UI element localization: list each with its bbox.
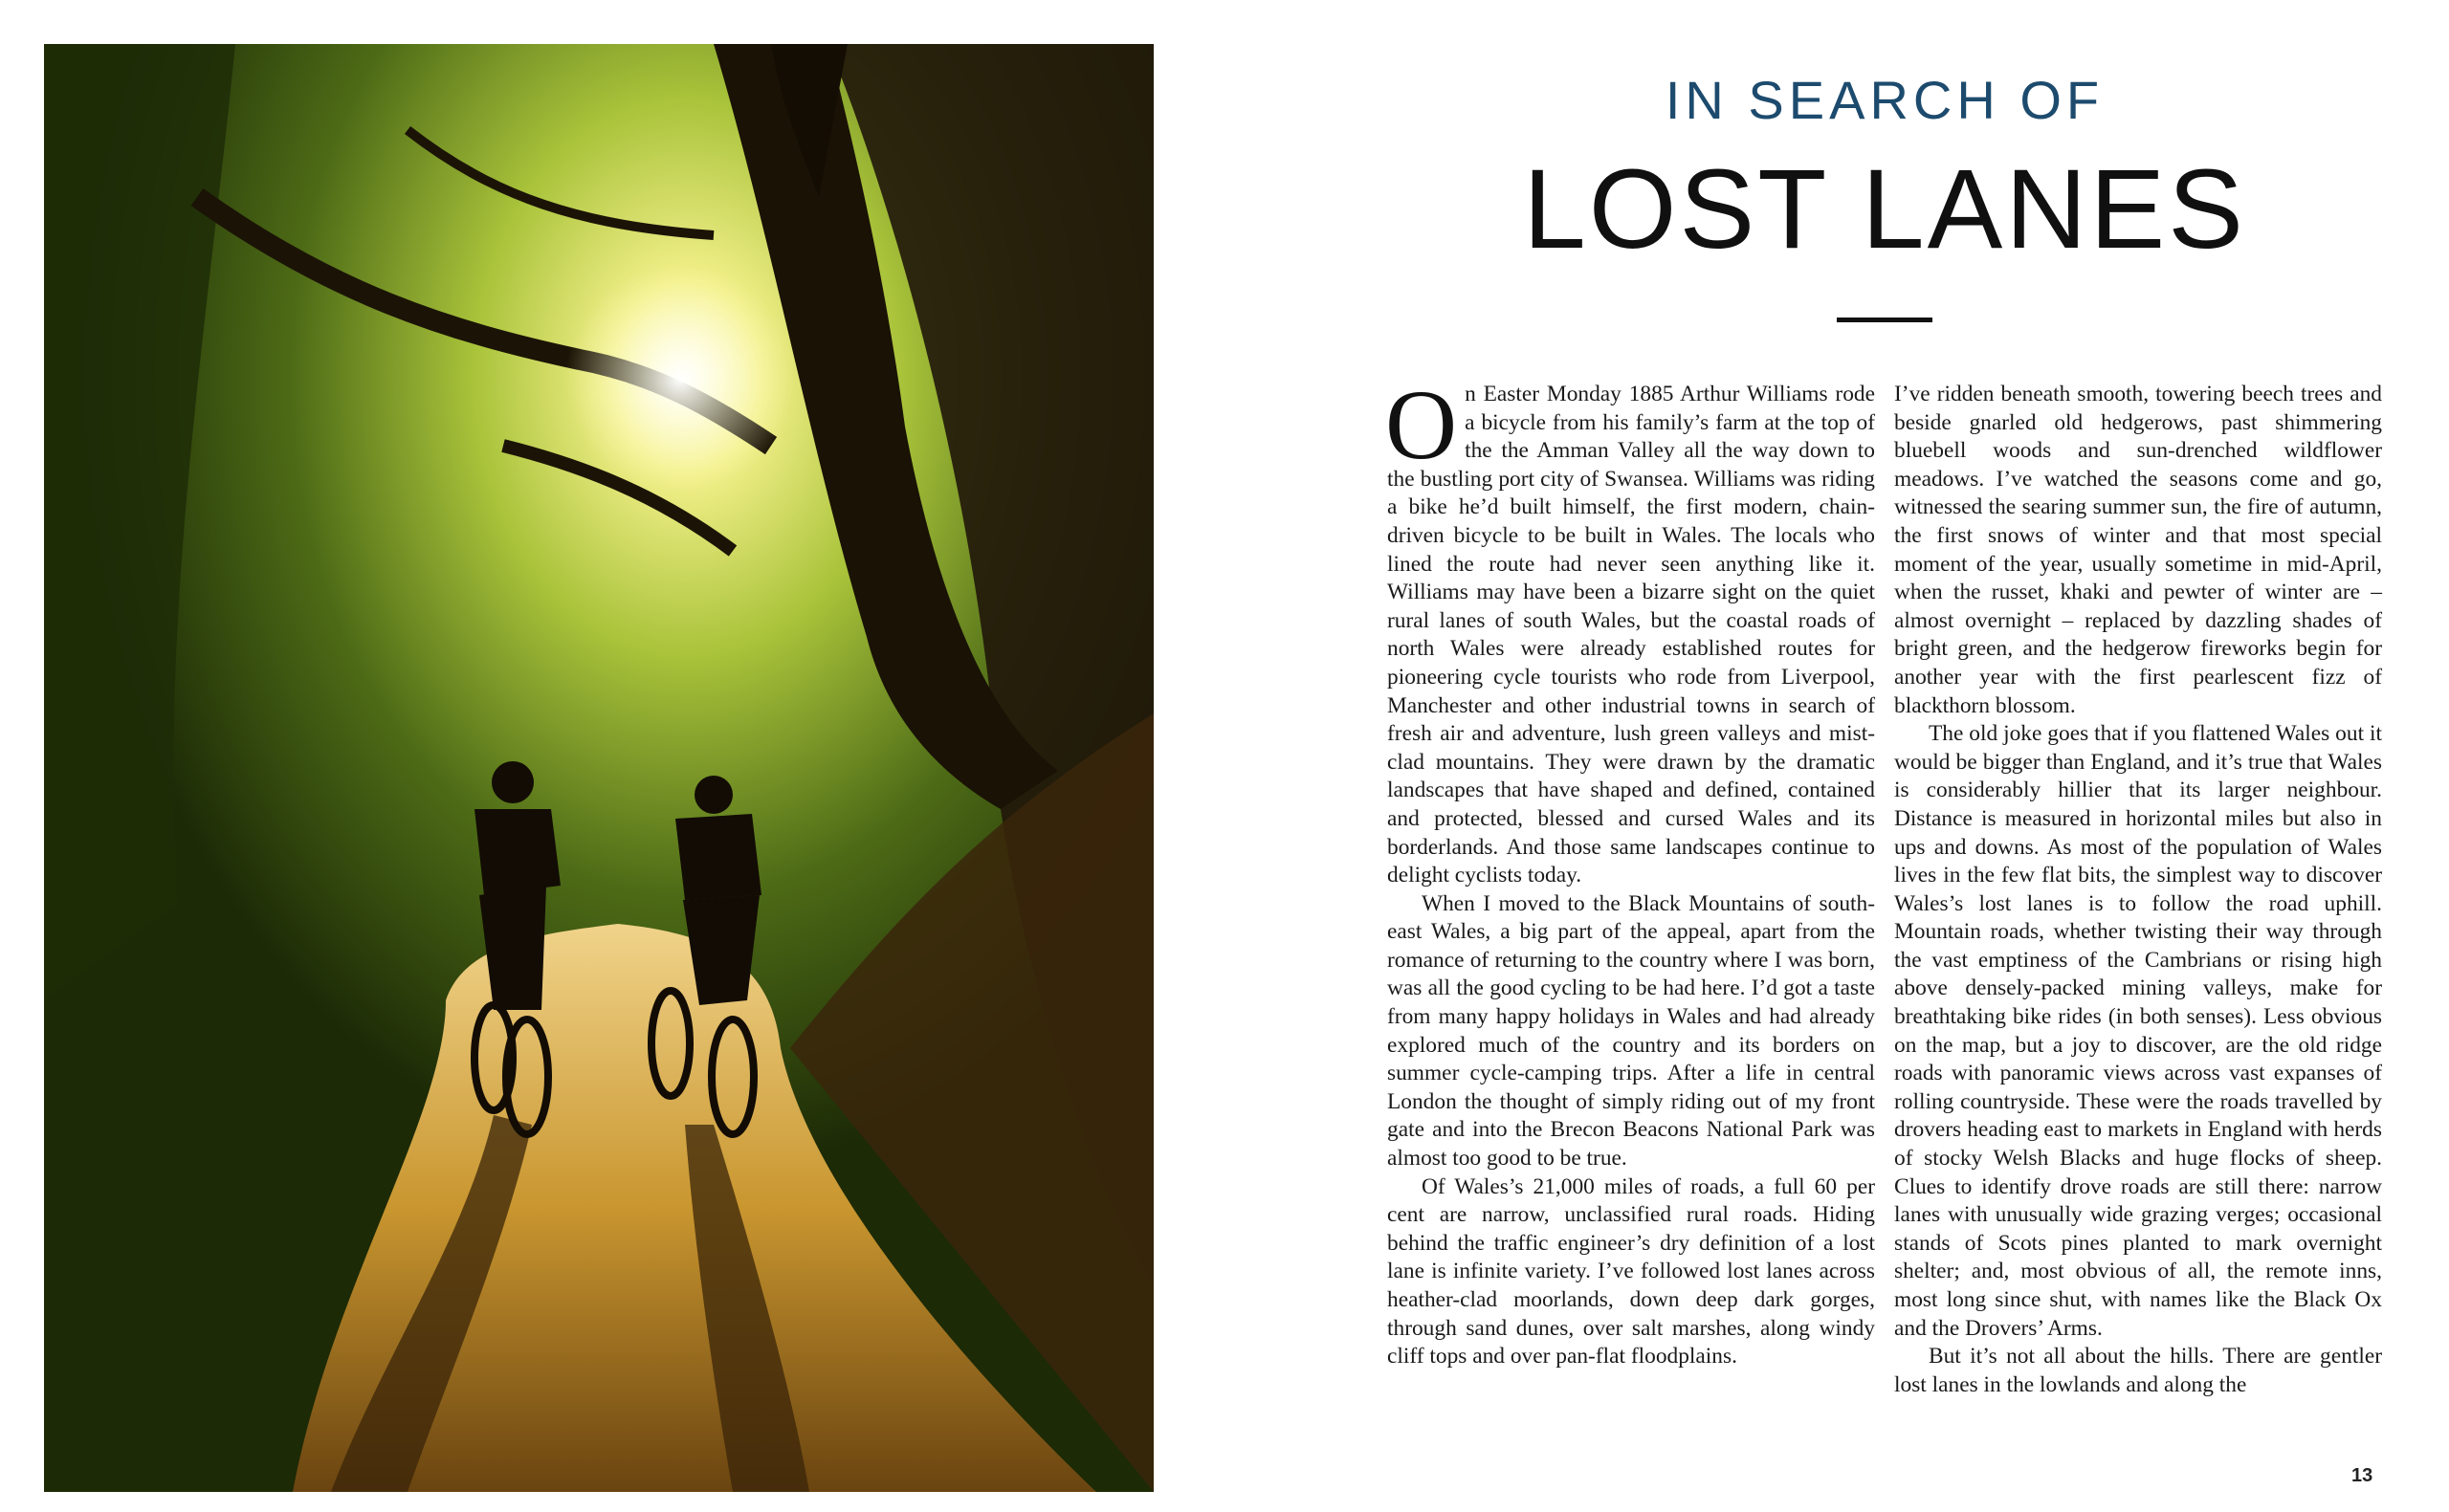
article-paragraph-2: When I moved to the Black Mountains of south-east Wales, a big part of the appeal, apart from the romance of returning to the country where I was born, was all the good cycling to be had here. I’d got a taste from many happy holidays in Wales and had already explored much of the country and its borders on summer cycle-camping trips. After a life in central London the thought of simply riding out of my front gate and into the Brecon Beacons National Park was almost too good to be true. (1387, 890, 1875, 1172)
article-paragraph-5: The old joke goes that if you flattened Wales out it would be bigger than England, and it’s true that Wales is considerably hillier that its larger neighbour. Distance is measured in horizontal miles but also in ups and downs. As most of the population of Wales lives in the few flat bits, the simplest way to discover Wales’s lost lanes is to follow the road uphill. Mountain roads, whether twisting their way through the vast emptiness of the Cambrians or rising high above densely-packed mining valleys, make for breathtaking bike rides (in both senses). Less obvious on the map, but a joy to discover, are the old ridge roads with panoramic views across vast expanses of rolling countryside. These were the roads travelled by drovers heading east to markets in England with herds of stocky Welsh Blacks and huge flocks of sheep. Clues to identify drove roads are still there: narrow lanes with unusually wide grazing verges; occasional stands of Scots pines planted to mark overnight shelter; and, most obvious of all, the remote inns, most long since shut, with names like the Black Ox and the Drovers’ Arms. (1894, 721, 2382, 1341)
photo-illustration (44, 44, 1154, 1492)
drop-cap: O (1385, 370, 1458, 480)
article-paragraph-1 (1385, 370, 1875, 890)
paragraph-1-text: n Easter Monday 1885 Arthur Williams rode a bicycle from his family’s farm at the top of the the Amman Valley all the way down to the bustling port city of Swansea. Williams was riding a bike he’d built himself, the first modern, chain-driven bicycle to be built in Wales. The locals who lined the route had never seen anything like it. Williams may have been a bizarre sight on the quiet rural lanes of south Wales, but the coastal roads of north Wales were already established routes for pioneering cycle tourists who rode from Liverpool, Manchester and other industrial towns in search of fresh air and adventure, lush green valleys and mist-clad mountains. They were drawn by the dramatic landscapes that have shaped and defined, contained and protected, blessed and cursed Wales and its borderlands. And those same landscapes continue to delight cyclists today. (1387, 382, 1875, 888)
cyclists-photo (44, 44, 1154, 1492)
article-paragraph-6: But it’s not all about the hills. There are gentler lost lanes in the lowlands and along the (1894, 1344, 2382, 1397)
title-divider (1837, 318, 1932, 322)
article-paragraph-4: I’ve ridden beneath smooth, towering beech trees and beside gnarled old hedgerows, past shimmering bluebell woods and sun-drenched wildflower meadows. I’ve watched the seasons come and go, witnessed the searing summer sun, the fire of autumn, the first snows of winter and that most special moment of the year, usually sometime in mid-April, when the russet, khaki and pewter of winter are – almost overnight – replaced by dazzling shades of bright green, and the hedgerow fireworks begin for another year with the first pearlescent fizz of blackthorn blossom. (1894, 382, 2382, 718)
page-number: 13 (2351, 1465, 2373, 1486)
page-title: LOST LANES (1523, 146, 2246, 273)
title-kicker: IN SEARCH OF (1665, 70, 2105, 130)
article-column-2 (1894, 381, 2382, 1399)
article-column-1 (1385, 370, 1875, 1371)
article-paragraph-3: Of Wales’s 21,000 miles of roads, a full 60 per cent are narrow, unclassified rural roads. Hiding behind the traffic engineer’s dry definition of a lost lane is infinite variety. I’ve followed lost lanes across heather-clad moorlands, down deep dark gorges, through sand dunes, over salt marshes, along windy cliff tops and over pan-flat floodplains. (1387, 1173, 1875, 1370)
